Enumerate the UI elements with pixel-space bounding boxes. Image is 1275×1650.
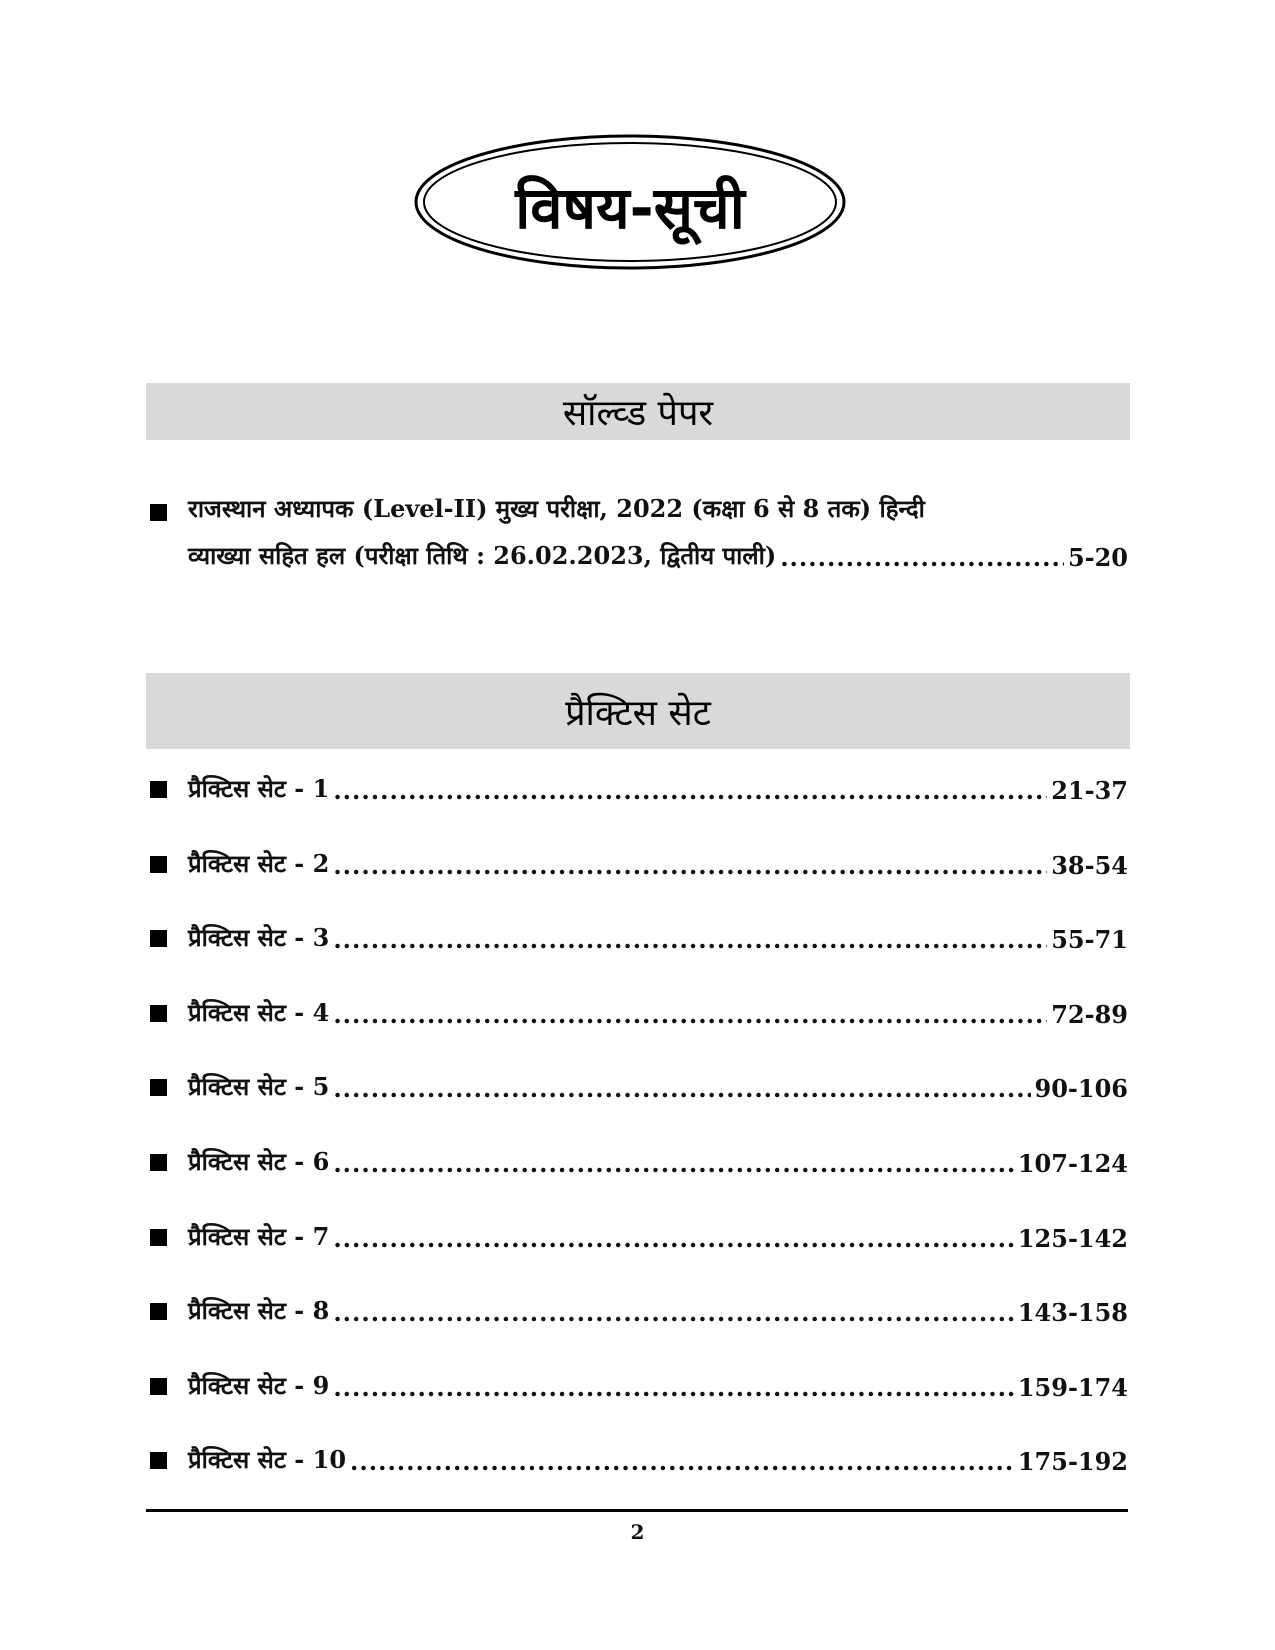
toc-item-pages: 107-124 [1017, 1149, 1128, 1178]
square-bullet-icon [150, 930, 167, 947]
toc-item[interactable] [150, 1142, 1128, 1182]
square-bullet-icon [150, 1229, 167, 1246]
dot-leader [333, 1298, 1014, 1327]
square-bullet-icon [150, 504, 167, 521]
solved-paper-entry[interactable] [150, 493, 1128, 573]
toc-item-label: प्रैक्टिस सेट - 6 [188, 1147, 330, 1176]
toc-item-pages: 90-106 [1034, 1074, 1128, 1103]
toc-item-label: प्रैक्टिस सेट - 1 [188, 774, 330, 803]
toc-item-pages: 175-192 [1017, 1447, 1128, 1476]
square-bullet-icon [150, 1303, 167, 1320]
toc-item-label: प्रैक्टिस सेट - 5 [188, 1072, 330, 1101]
square-bullet-icon [150, 781, 167, 798]
toc-item[interactable] [150, 769, 1128, 809]
toc-item-pages: 143-158 [1017, 1298, 1128, 1327]
dot-leader [333, 1149, 1014, 1178]
square-bullet-icon [150, 1154, 167, 1171]
dot-leader [333, 1074, 1030, 1103]
practice-set-heading: प्रैक्टिस सेट [146, 673, 1130, 749]
toc-item[interactable] [150, 1067, 1128, 1107]
toc-item[interactable] [150, 1440, 1128, 1480]
page-title: विषय-सूची [515, 173, 745, 242]
page-number: 2 [630, 1520, 645, 1544]
toc-item-pages: 55-71 [1051, 925, 1128, 954]
toc-item-pages: 159-174 [1017, 1373, 1128, 1402]
square-bullet-icon [150, 1079, 167, 1096]
dot-leader [350, 1447, 1014, 1476]
toc-item-pages: 72-89 [1051, 1000, 1128, 1029]
toc-item-label: प्रैक्टिस सेट - 9 [188, 1371, 330, 1400]
toc-item-label: प्रैक्टिस सेट - 7 [188, 1222, 330, 1251]
title-badge [410, 130, 850, 280]
dot-leader [333, 1373, 1014, 1402]
toc-item-label: प्रैक्टिस सेट - 8 [188, 1296, 330, 1325]
toc-item[interactable] [150, 993, 1128, 1033]
toc-item-pages: 38-54 [1051, 851, 1128, 880]
toc-item-label: प्रैक्टिस सेट - 2 [188, 849, 330, 878]
toc-item-label: प्रैक्टिस सेट - 3 [188, 923, 330, 952]
toc-item-pages: 125-142 [1017, 1224, 1128, 1253]
dot-leader [333, 925, 1047, 954]
square-bullet-icon [150, 856, 167, 873]
toc-item-label: प्रैक्टिस सेट - 4 [188, 998, 330, 1027]
solved-entry-pages: 5-20 [1067, 543, 1128, 572]
footer-rule [146, 1509, 1128, 1512]
solved-entry-title-line1: राजस्थान अध्यापक (Level-II) मुख्य परीक्षा, 2022 (कक्षा 6 से 8 तक) हिन्दी [188, 494, 925, 523]
toc-item-label: प्रैक्टिस सेट - 10 [188, 1445, 347, 1474]
solved-entry-title-line2: व्याख्या सहित हल (परीक्षा तिथि : 26.02.2023, द्वितीय पाली) [188, 541, 777, 570]
dot-leader [333, 1224, 1014, 1253]
square-bullet-icon [150, 1378, 167, 1395]
toc-item[interactable] [150, 844, 1128, 884]
toc-item[interactable] [150, 1291, 1128, 1331]
dot-leader [333, 1000, 1047, 1029]
solved-paper-heading: सॉल्व्ड पेपर [146, 383, 1130, 440]
toc-item[interactable] [150, 1217, 1128, 1257]
dot-leader [333, 776, 1047, 805]
toc-item-pages: 21-37 [1051, 776, 1128, 805]
square-bullet-icon [150, 1005, 167, 1022]
toc-item[interactable] [150, 918, 1128, 958]
dot-leader [780, 543, 1064, 572]
square-bullet-icon [150, 1452, 167, 1469]
dot-leader [333, 851, 1047, 880]
toc-item[interactable] [150, 1366, 1128, 1406]
